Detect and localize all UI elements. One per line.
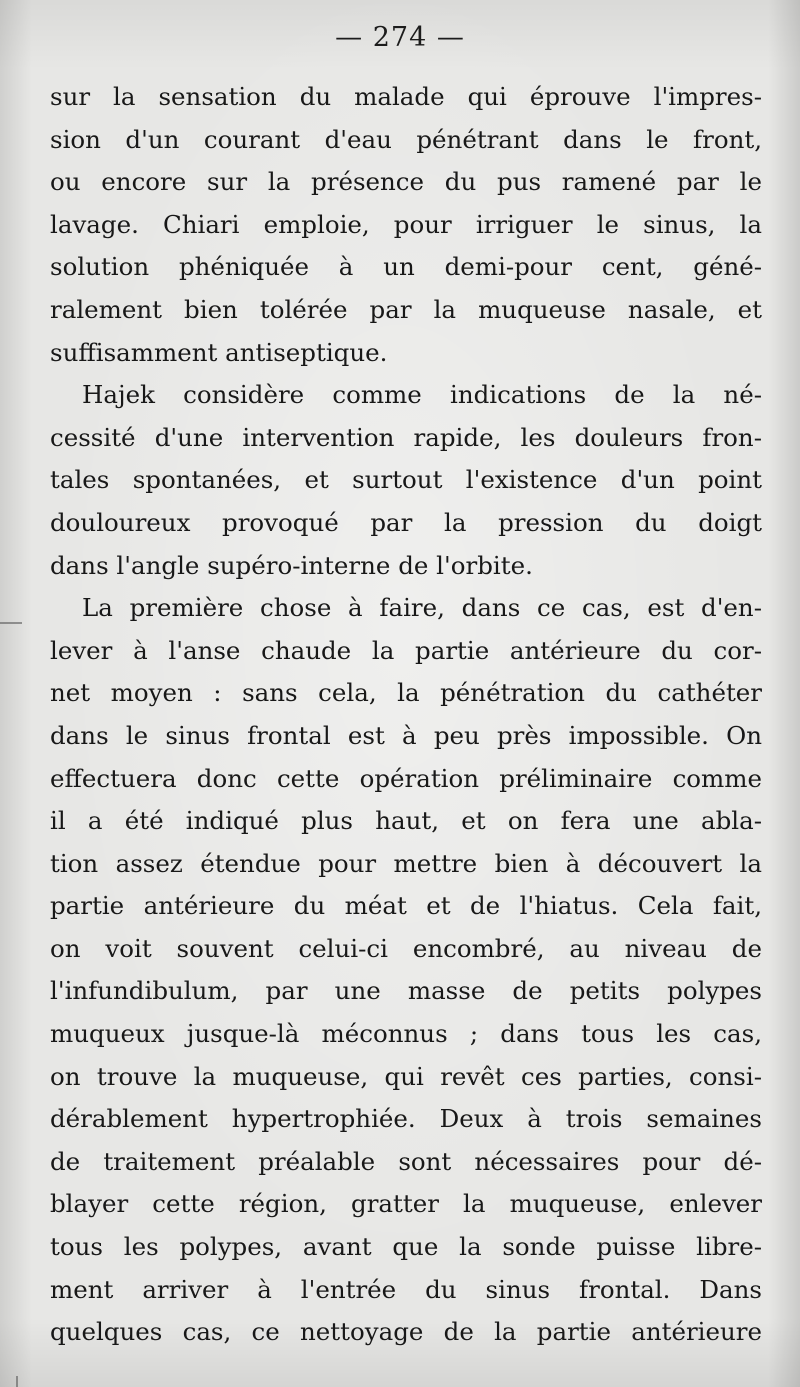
text-line: Hajek considère comme indications de la né- [82,380,762,410]
text-line: solution phéniquée à un demi-pour cent, géné- [50,252,762,282]
paragraph-1 [50,76,762,374]
text-line: quelques cas, ce nettoyage de la partie antérieure [50,1317,762,1347]
body-text [50,76,762,1354]
text-line: cessité d'une intervention rapide, les douleurs fron- [50,422,762,452]
page-number: — 274 — [335,22,465,53]
text-line: tion assez étendue pour mettre bien à découvert la [50,848,762,878]
text-line: on voit souvent celui-ci encombré, au niveau de [50,933,762,963]
text-line: partie antérieure du méat et de l'hiatus. Cela fait, [50,891,762,921]
text-line: douloureux provoqué par la pression du doigt [50,507,762,537]
text-line: blayer cette région, gratter la muqueuse, enlever [50,1189,762,1219]
text-line: suffisamment antiseptique. [50,337,388,367]
text-line: ralement bien tolérée par la muqueuse nasale, et [50,294,762,324]
text-line: effectuera donc cette opération préliminaire comme [50,763,762,793]
text-line: muqueux jusque-là méconnus ; dans tous les cas, [50,1019,762,1049]
text-line: sur la sensation du malade qui éprouve l'impres- [50,82,762,111]
text-line: La première chose à faire, dans ce cas, est d'en- [82,593,762,623]
edge-mark [16,1376,18,1387]
text-line: de traitement préalable sont nécessaires pour dé- [50,1146,762,1176]
text-line: tous les polypes, avant que la sonde puisse libre- [50,1232,762,1262]
text-line: l'infundibulum, par une masse de petits polypes [50,976,762,1006]
text-line: lavage. Chiari emploie, pour irriguer le sinus, la [50,209,762,239]
text-line: net moyen : sans cela, la pénétration du cathéter [50,678,762,708]
text-line: dans le sinus frontal est à peu près impossible. On [50,720,762,750]
text-line: sion d'un courant d'eau pénétrant dans le front, [50,124,762,154]
text-line: dans l'angle supéro-interne de l'orbite. [50,550,533,580]
paragraph-2 [50,374,762,587]
text-line: lever à l'anse chaude la partie antérieure du cor- [50,635,762,665]
text-line: ou encore sur la présence du pus ramené par le [50,167,762,197]
paragraph-3 [50,587,762,1354]
text-line: dérablement hypertrophiée. Deux à trois semaines [50,1104,762,1134]
text-line: il a été indiqué plus haut, et on fera une abla- [50,806,762,836]
text-line: on trouve la muqueuse, qui revêt ces parties, consi- [50,1061,762,1091]
margin-mark [0,622,22,624]
text-line: ment arriver à l'entrée du sinus frontal. Dans [50,1274,762,1304]
text-line: tales spontanées, et surtout l'existence d'un point [50,465,762,495]
